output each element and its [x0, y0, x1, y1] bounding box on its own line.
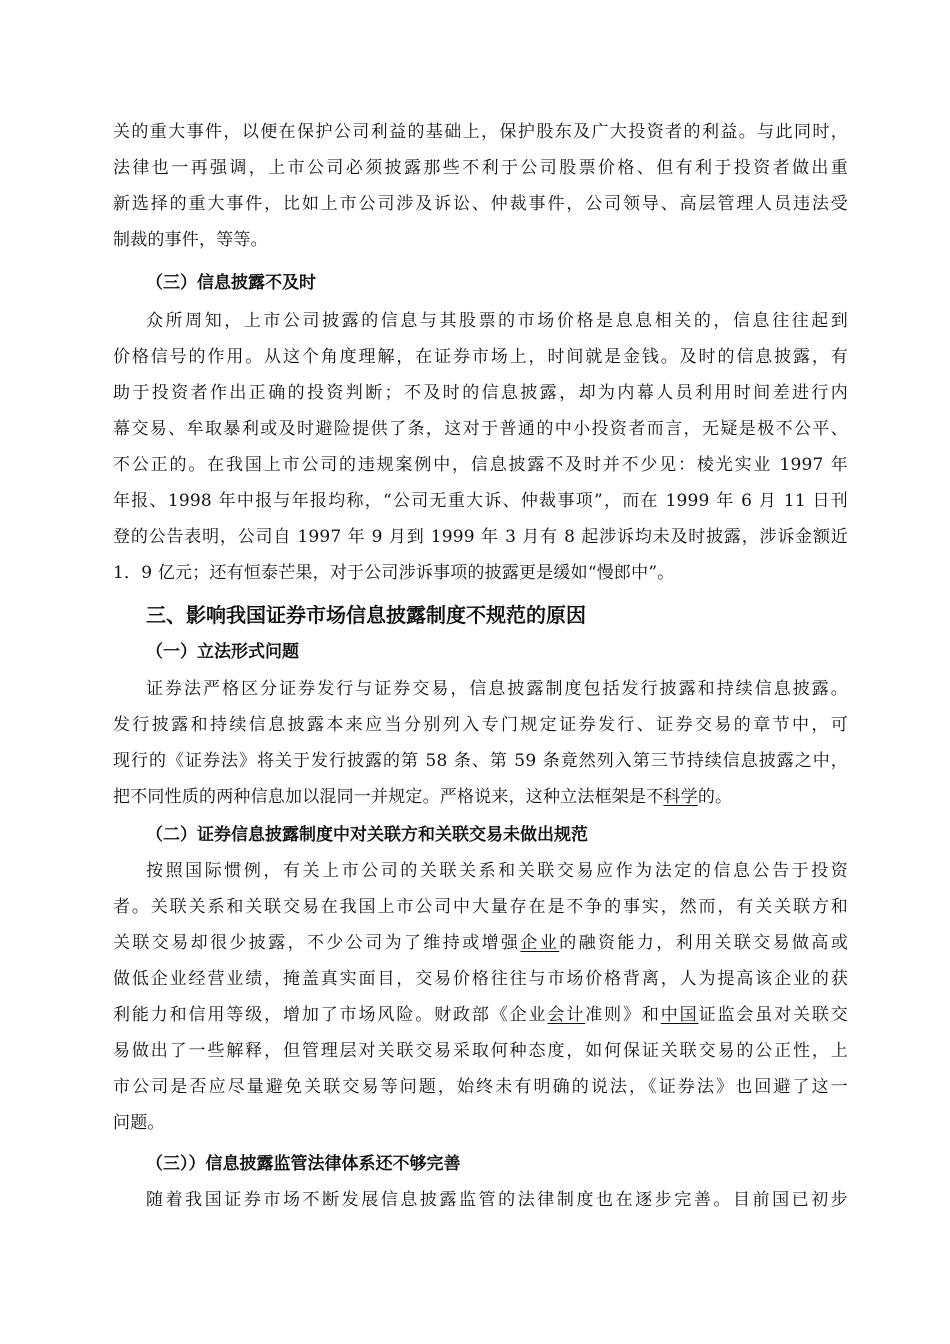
paragraph-line: 不公正的。在我国上市公司的违规案例中，信息披露不及时并不少见：棱光实业 1997 年	[113, 455, 848, 475]
section-heading-regulation: （三））信息披露监管法律体系还不够完善	[146, 1154, 461, 1174]
section-heading-related-party: （二）证券信息披露制度中对关联方和关联交易未做出规范	[146, 825, 588, 845]
paragraph-line: 证券法严格区分证券发行与证券交易，信息披露制度包括发行披露和持续信息披露。	[146, 679, 848, 699]
paragraph-line: 登的公告表明，公司自 1997 年 9 月到 1999 年 3 月有 8 起涉诉均未及时披露，涉诉金额近	[113, 527, 848, 547]
paragraph-line: 1．9 亿元；还有恒泰芒果，对于公司涉诉事项的披露更是缓如“慢郎中”。	[113, 563, 675, 583]
paragraph-line: 助于投资者作出正确的投资判断；不及时的信息披露，却为内幕人员利用时间差进行内	[113, 383, 848, 403]
chapter-heading-causes: 三、影响我国证券市场信息披露制度不规范的原因	[146, 603, 586, 627]
link-accounting[interactable]: 会计	[547, 1005, 586, 1025]
link-china[interactable]: 中国	[660, 1005, 699, 1025]
text-run: 准则》和	[585, 1005, 661, 1025]
paragraph-line	[113, 999, 848, 1031]
link-science[interactable]: 科学	[663, 787, 698, 807]
paragraph-line: 随着我国证券市场不断发展信息披露监管的法律制度也在逐步完善。目前国已初步	[146, 1190, 848, 1210]
paragraph-line: 问题。	[113, 1113, 165, 1133]
section-heading-delay: （三）信息披露不及时	[146, 273, 316, 293]
paragraph-line: 易做出了一些解释，但管理层对关联交易采取何种态度，如何保证关联交易的公正性，上	[113, 1041, 848, 1061]
text-run: 证监会虽对关联交	[698, 1005, 848, 1025]
paragraph-line	[113, 781, 848, 813]
paragraph-line: 做低企业经营业绩，掩盖真实面目，交易价格往往与市场价格背离，人为提高该企业的获	[113, 969, 848, 989]
paragraph-line: 新选择的重大事件，比如上市公司涉及诉讼、仲裁事件，公司领导、高层管理人员违法受	[113, 194, 848, 214]
paragraph-line: 众所周知，上市公司披露的信息与其股票的市场价格是息息相关的，信息往往起到	[146, 311, 848, 331]
paragraph-line: 年报、1998 年中报与年报均称，“公司无重大诉、仲裁事项”，而在 1999 年 6 月 11 日刊	[113, 491, 848, 511]
text-run: 的。	[697, 787, 733, 807]
paragraph-line: 幕交易、牟取暴利或及时避险提供了条，这对于普通的中小投资者而言，无疑是极不公平、	[113, 419, 848, 439]
paragraph-line	[113, 927, 848, 959]
paragraph-line: 发行披露和持续信息披露本来应当分别列入专门规定证券发行、证券交易的章节中，可	[113, 715, 848, 735]
paragraph-line: 市公司是否应尽量避免关联交易等问题，始终未有明确的说法，《证券法》也回避了这一	[113, 1077, 848, 1097]
text-run: 的融资能力，利用关联交易做高或	[559, 933, 848, 953]
paragraph-line: 按照国际惯例，有关上市公司的关联关系和关联交易应作为法定的信息公告于投资	[146, 861, 848, 881]
paragraph-line: 制裁的事件，等等。	[113, 230, 268, 250]
section-heading-legislation: （一）立法形式问题	[146, 642, 299, 662]
text-run: 利能力和信用等级，增加了市场风险。财政部《企业	[113, 1005, 548, 1025]
text-run: 把不同性质的两种信息加以混同一并规定。严格说来，这种立法框架是不	[113, 787, 664, 807]
paragraph-line: 关的重大事件，以便在保护公司利益的基础上，保护股东及广大投资者的利益。与此同时，	[113, 122, 848, 142]
paragraph-line: 者。关联关系和关联交易在我国上市公司中大量存在是不争的事实，然而，有关关联方和	[113, 897, 848, 917]
paragraph-line: 价格信号的作用。从这个角度理解，在证券市场上，时间就是金钱。及时的信息披露，有	[113, 347, 848, 367]
paragraph-line: 现行的《证券法》将关于发行披露的第 58 条、第 59 条竟然列入第三节持续信息披露之中，	[113, 751, 848, 771]
link-enterprise[interactable]: 企业	[520, 933, 560, 953]
text-run: 关联交易却很少披露，不少公司为了维持或增强	[113, 933, 521, 953]
paragraph-line: 法律也一再强调，上市公司必须披露那些不利于公司股票价格、但有利于投资者做出重	[113, 158, 848, 178]
